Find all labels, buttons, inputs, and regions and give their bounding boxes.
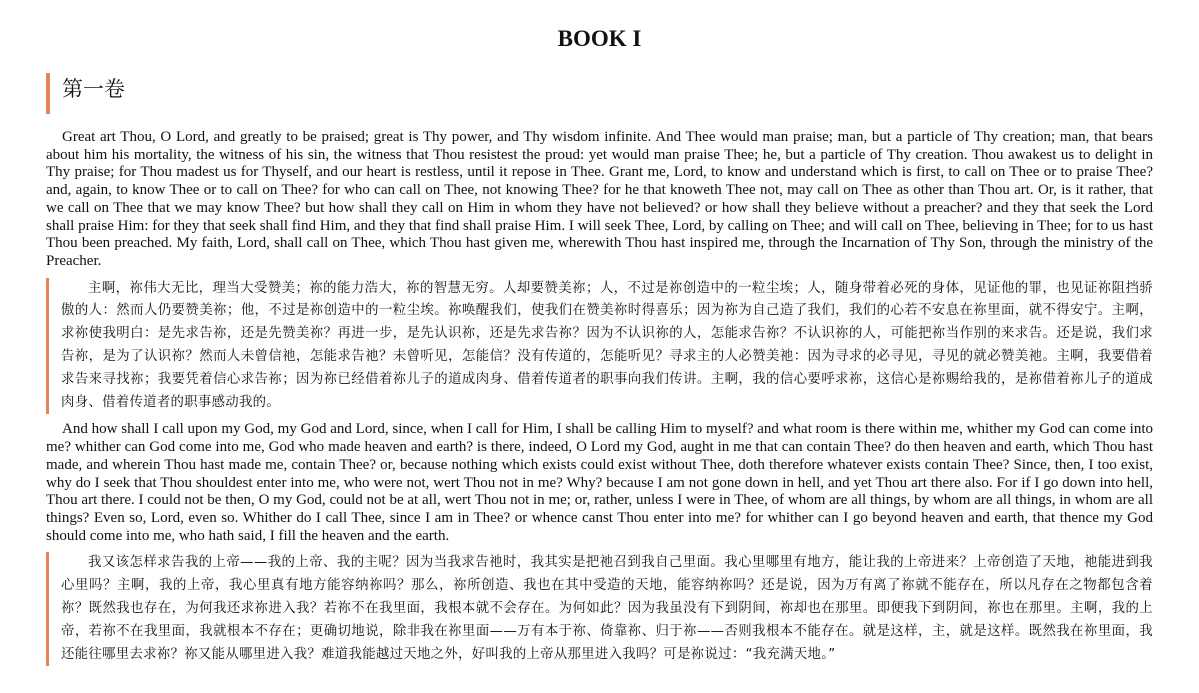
- chinese-paragraph: 我又该怎样求告我的上帝——我的上帝、我的主呢？因为当我求告祂时，我其实是把祂召到我自己里面。我心里哪里有地方，能让我的上帝进来？上帝创造了天地，祂能进到我心里吗？主啊，我的上帝，我心里真有地方能容纳祢吗？那么，祢所创造、我也在其中受造的天地，能容纳祢吗？还是说，因为万有离了祢就不能存在，所以凡存在之物都包含着祢？既然我也存在，为何我还求祢进入我？若祢不在我里面，我根本就不会存在。为何如此？因为我虽没有下到阴间，祢却也在那里。即便我下到阴间，祢也在那里。主啊，我的上帝，若祢不在我里面，我就根本不存在；更确切地说，除非我在祢里面——万有本于祢、倚靠祢、归于祢——否则我根本不能存在。就是这样，主，就是这样。既然我在祢里面，我还能往哪里去求祢？祢又能从哪里进入我？难道我能越过天地之外，好叫我的上帝从那里进入我吗？可是祢说过：“我充满天地。”: [46, 552, 1153, 666]
- english-paragraph: And how shall I call upon my God, my God and Lord, since, when I call for Him, I shall be calling Him to myself? and what room is there within me, whither my God can come into me? whither can God come into me, God who made heaven and earth? is there, indeed, O Lord my God, aught in me that can contain Thee? do then heaven and earth, which Thou hast made, and wherein Thou hast made me, contain Thee? or, because nothing which exists could exist without Thee, doth therefore whatever exists contain Thee? Since, then, I too exist, why do I seek that Thou shouldest enter into me, who were not, wert Thou not in me? Why? because I am not gone down in hell, and yet Thou art there also. For if I go down into hell, Thou art there. I could not be then, O my God, could not be at all, wert Thou not in me; or, rather, unless I were in Thee, of whom are all things, by whom are all things, in whom are all things? Even so, Lord, even so. Whither do I call Thee, since I am in Thee? or whence canst Thou enter into me? for whither can I go beyond heaven and earth, that thence my God should come into me, who hath said, I fill the heaven and the earth.: [46, 421, 1153, 544]
- english-paragraph: Great art Thou, O Lord, and greatly to be praised; great is Thy power, and Thy wisdom infinite. And Thee would man praise; man, but a particle of Thy creation; man, that bears about him his mortality, the witness of his sin, the witness that Thou resistest the proud: yet would man praise Thee; he, but a particle of Thy creation. Thou awakest us to delight in Thy praise; for Thou madest us for Thyself, and our heart is restless, until it repose in Thee. Grant me, Lord, to know and understand which is first, to call on Thee or to praise Thee? and, again, to know Thee or to call on Thee? for who can call on Thee, not knowing Thee? for he that knoweth Thee not, may call on Thee as other than Thou art. Or, is it rather, that we call on Thee that we may know Thee? but how shall they call on Him in whom they have not believed? or how shall they believe without a preacher? and they that seek the Lord shall praise Him: for they that seek shall find Him, and they that find shall praise Him. I will seek Thee, Lord, by calling on Thee; and will call on Thee, believing in Thee; for to us hast Thou been preached. My faith, Lord, shall call on Thee, which Thou hast given me, wherewith Thou hast inspired me, through the Incarnation of Thy Son, through the ministry of the Preacher.: [46, 129, 1153, 269]
- chinese-paragraph: 主啊，祢伟大无比，理当大受赞美；祢的能力浩大，祢的智慧无穷。人却要赞美祢；人，不过是祢创造中的一粒尘埃；人，随身带着必死的身体，见证他的罪，也见证祢阻挡骄傲的人：然而人仍要赞美祢；他，不过是祢创造中的一粒尘埃。祢唤醒我们，使我们在赞美祢时得喜乐；因为祢为自己造了我们，我们的心若不安息在祢里面，就不得安宁。主啊，求祢使我明白：是先求告祢，还是先赞美祢？再进一步，是先认识祢，还是先求告祢？因为不认识祢的人，怎能求告祢？不认识祢的人，可能把祢当作别的来求告。还是说，我们求告祢，是为了认识祢？然而人未曾信祂，怎能求告祂？未曾听见，怎能信？没有传道的，怎能听见？寻求主的人必赞美祂：因为寻求的必寻见，寻见的就必赞美祂。主啊，我要借着求告来寻找祢；我要凭着信心求告祢；因为祢已经借着祢儿子的道成肉身、借着传道者的职事向我们传讲。主啊，我的信心要呼求祢，这信心是祢赐给我的，是祢借着祢儿子的道成肉身、借着传道者的职事感动我的。: [46, 278, 1153, 415]
- section-title: 第一卷: [46, 73, 1153, 114]
- book-title: BOOK I: [557, 26, 642, 51]
